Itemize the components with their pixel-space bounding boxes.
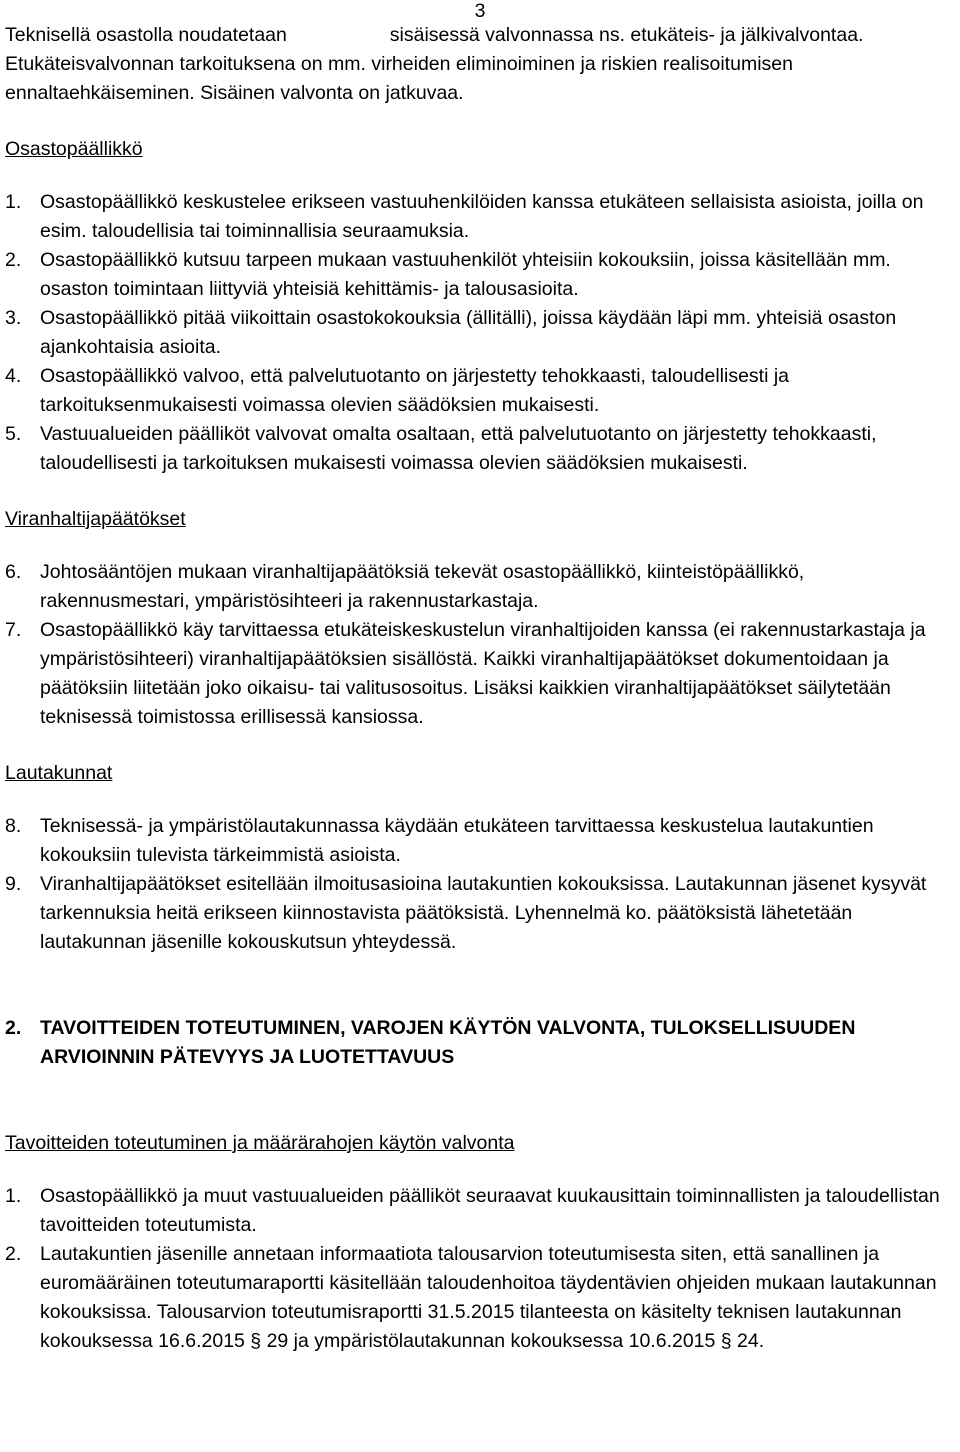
item-text: Osastopäällikkö valvoo, että palvelutuotanto on järjestetty tehokkaasti, taloudellisesti ja tarkoituksenmukaisesti voimassa olevien säädöksien mukaisesti. [40,365,790,416]
section-title: TAVOITTEIDEN TOTEUTUMINEN, VAROJEN KÄYTÖN VALVONTA, TULOKSELLISUUDEN ARVIOINNIN PÄTEVYYS JA LUOTETTAVUUS [40,1017,856,1068]
item-number: 7. [5,619,22,641]
subsection-heading: Tavoitteiden toteutuminen ja määrärahojen käytön valvonta [5,1132,515,1154]
item-text: Viranhaltijapäätökset esitellään ilmoitusasioina lautakuntien kokouksissa. Lautakunnan jäsenet kysyvät tarkennuksia heitä erikseen kiinnostavista päätöksistä. Lyhennelmä ko. päätöksistä lähetetään lautakunnan jäsenille kokouskutsun yhteydessä. [40,873,927,953]
list-item [5,304,955,362]
item-text: Lautakuntien jäsenille annetaan informaatiota talousarvion toteutumisesta siten, että sanallinen ja euromääräinen toteutumaraportti käsitellään taloudenhoitoa täydentävien ohjeiden mukaan lautakunnan kokouksissa. Talousarvion toteutumisraportti 31.5.2015 tilanteesta on käsitelty teknisen lautakunnan kokouksessa 16.6.2015 § 29 ja ympäristölautakunnan kokouksessa 10.6.2015 § 24. [40,1243,937,1352]
item-number: 6. [5,561,22,583]
item-number: 1. [5,1185,22,1207]
section-number: 2. [5,1017,22,1039]
main-section-heading [5,1014,955,1072]
item-number: 4. [5,365,22,387]
item-text: Johtosääntöjen mukaan viranhaltijapäätöksiä tekevät osastopäällikkö, kiinteistöpäällikkö, rakennusmestari, ympäristösihteeri ja rakennustarkastaja. [40,561,805,612]
list-item [5,558,955,616]
list-item [5,812,955,870]
list-item [5,362,955,420]
item-text: Teknisessä- ja ympäristölautakunnassa käydään etukäteen tarvittaessa keskustelua lautakuntien kokouksiin tulevista tärkeimmistä asioista. [40,815,874,866]
item-number: 5. [5,423,22,445]
list-item [5,246,955,304]
item-text: Osastopäällikkö kutsuu tarpeen mukaan vastuuhenkilöt yhteisiin kokouksiin, joissa käsitellään mm. osaston toimintaan liittyviä yhteisiä kehittämis- ja talousasioita. [40,249,891,300]
item-text: Osastopäällikkö pitää viikoittain osastokokouksia (ällitälli), joissa käydään läpi mm. yhteisiä osaston ajankohtaisia asioita. [40,307,897,358]
list-item [5,1182,955,1240]
intro-paragraph: Teknisellä osastolla noudatetaan sisäisessä valvonnassa ns. etukäteis- ja jälkivalvontaa. Etukäteisvalvonnan tarkoituksena on mm. virheiden eliminoiminen ja riskien realisoitumisen ennaltaehkäiseminen. Sisäinen valvonta on jatkuvaa. [5,24,869,104]
item-number: 8. [5,815,22,837]
list-item [5,420,955,478]
document-body [5,21,955,1356]
list-item [5,616,955,732]
item-number: 9. [5,873,22,895]
item-text: Osastopäällikkö keskustelee erikseen vastuuhenkilöiden kanssa etukäteen sellaisista asioista, joilla on esim. taloudellisia tai toiminnallisia seuraamuksia. [40,191,924,242]
item-number: 1. [5,191,22,213]
list-item [5,870,955,957]
section-heading-viranhaltijapaatokset: Viranhaltijapäätökset [5,508,186,530]
item-number: 2. [5,249,22,271]
item-text: Osastopäällikkö käy tarvittaessa etukäteiskeskustelun viranhaltijoiden kanssa (ei rakennustarkastaja ja ympäristösihteeri) viranhaltijapäätöksien sisällöstä. Kaikki viranhaltijapäätökset dokumentoidaan ja päätöksiin liitetään joko oikaisu- tai valitusosoitus. Lisäksi kaikkien viranhaltijapäätökset säilytetään teknisessä toimistossa erillisessä kansiossa. [40,619,926,728]
item-text: Osastopäällikkö ja muut vastuualueiden päälliköt seuraavat kuukausittain toiminnallisten ja taloudellistan tavoitteiden toteutumista. [40,1185,940,1236]
item-number: 2. [5,1243,22,1265]
section-heading-lautakunnat: Lautakunnat [5,762,113,784]
item-text: Vastuualueiden päälliköt valvovat omalta osaltaan, että palvelutuotanto on järjestetty tehokkaasti, taloudellisesti ja tarkoituksen mukaisesti voimassa olevien säädöksien mukaisesti. [40,423,877,474]
item-number: 3. [5,307,22,329]
list-item [5,1240,955,1356]
section-heading-osastopaallikko: Osastopäällikkö [5,138,143,160]
page-number: 3 [474,0,486,22]
list-item [5,188,955,246]
